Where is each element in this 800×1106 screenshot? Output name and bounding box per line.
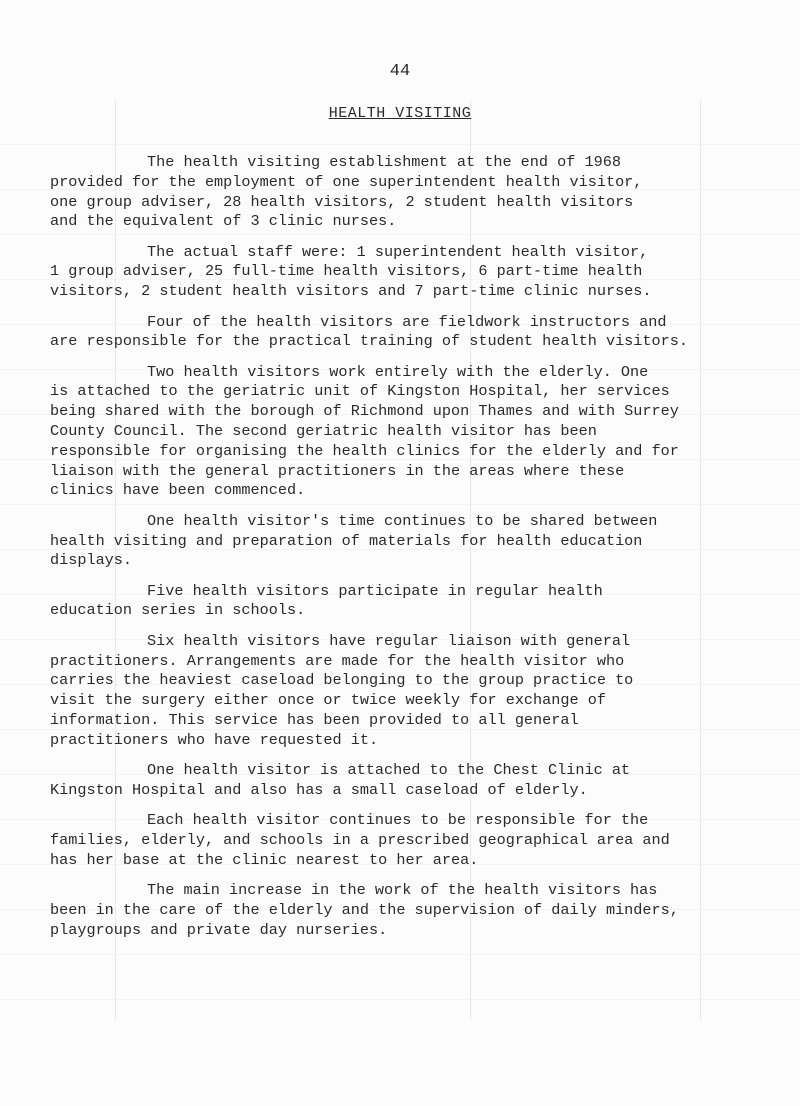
paragraph-main-increase: The main increase in the work of the health visitors has been in the care of the elderly and the supervision of daily minders, playgroups and private day nurseries.	[50, 881, 679, 939]
paragraph-schools: Five health visitors participate in regular health education series in schools.	[50, 581, 603, 620]
paragraph-health-education-displays: One health visitor's time continues to be shared between health visiting and preparation of materials for health education displays.	[50, 511, 658, 570]
section-heading: HEALTH VISITING	[328, 105, 472, 122]
page-number: 44	[389, 62, 411, 81]
paragraph-responsibilities: Each health visitor continues to be responsible for the families, elderly, and schools in a prescribed geographical area and has her base at the clinic nearest to her area.	[50, 811, 670, 869]
body-text	[50, 153, 770, 951]
paragraph-chest-clinic: One health visitor is attached to the Chest Clinic at Kingston Hospital and also has a small caseload of elderly.	[50, 761, 631, 799]
paragraph-actual-staff: The actual staff were: 1 superintendent health visitor, 1 group adviser, 25 full-time health visitors, 6 part-time health visitors, 2 student health visitors and 7 part-time clinic nurses.	[50, 242, 652, 301]
paragraph-establishment: The health visiting establishment at the end of 1968 provided for the employment of one superintendent health visitor, one group adviser, 28 health visitors, 2 student health visitors and the equivalent of 3 clinic nurses.	[50, 153, 643, 231]
paragraph-elderly: Two health visitors work entirely with the elderly. One is attached to the geriatric unit of Kingston Hospital, her services being shared with the borough of Richmond upon Thames and with Surrey County Council. The second geriatric health visitor has been responsible for organising the health clinics for the elderly and for liaison with the general practitioners in the areas where these clinics have been commenced.	[50, 362, 679, 500]
paragraph-general-practitioners: Six health visitors have regular liaison with general practitioners. Arrangements are made for the health visitor who carries the heaviest caseload belonging to the group practice to visit the surgery either once or twice weekly for exchange of information. This service has been provided to all general practitioners who have requested it.	[50, 631, 634, 749]
paragraph-fieldwork-instructors: Four of the health visitors are fieldwork instructors and are responsible for the practical training of student health visitors.	[50, 312, 688, 351]
